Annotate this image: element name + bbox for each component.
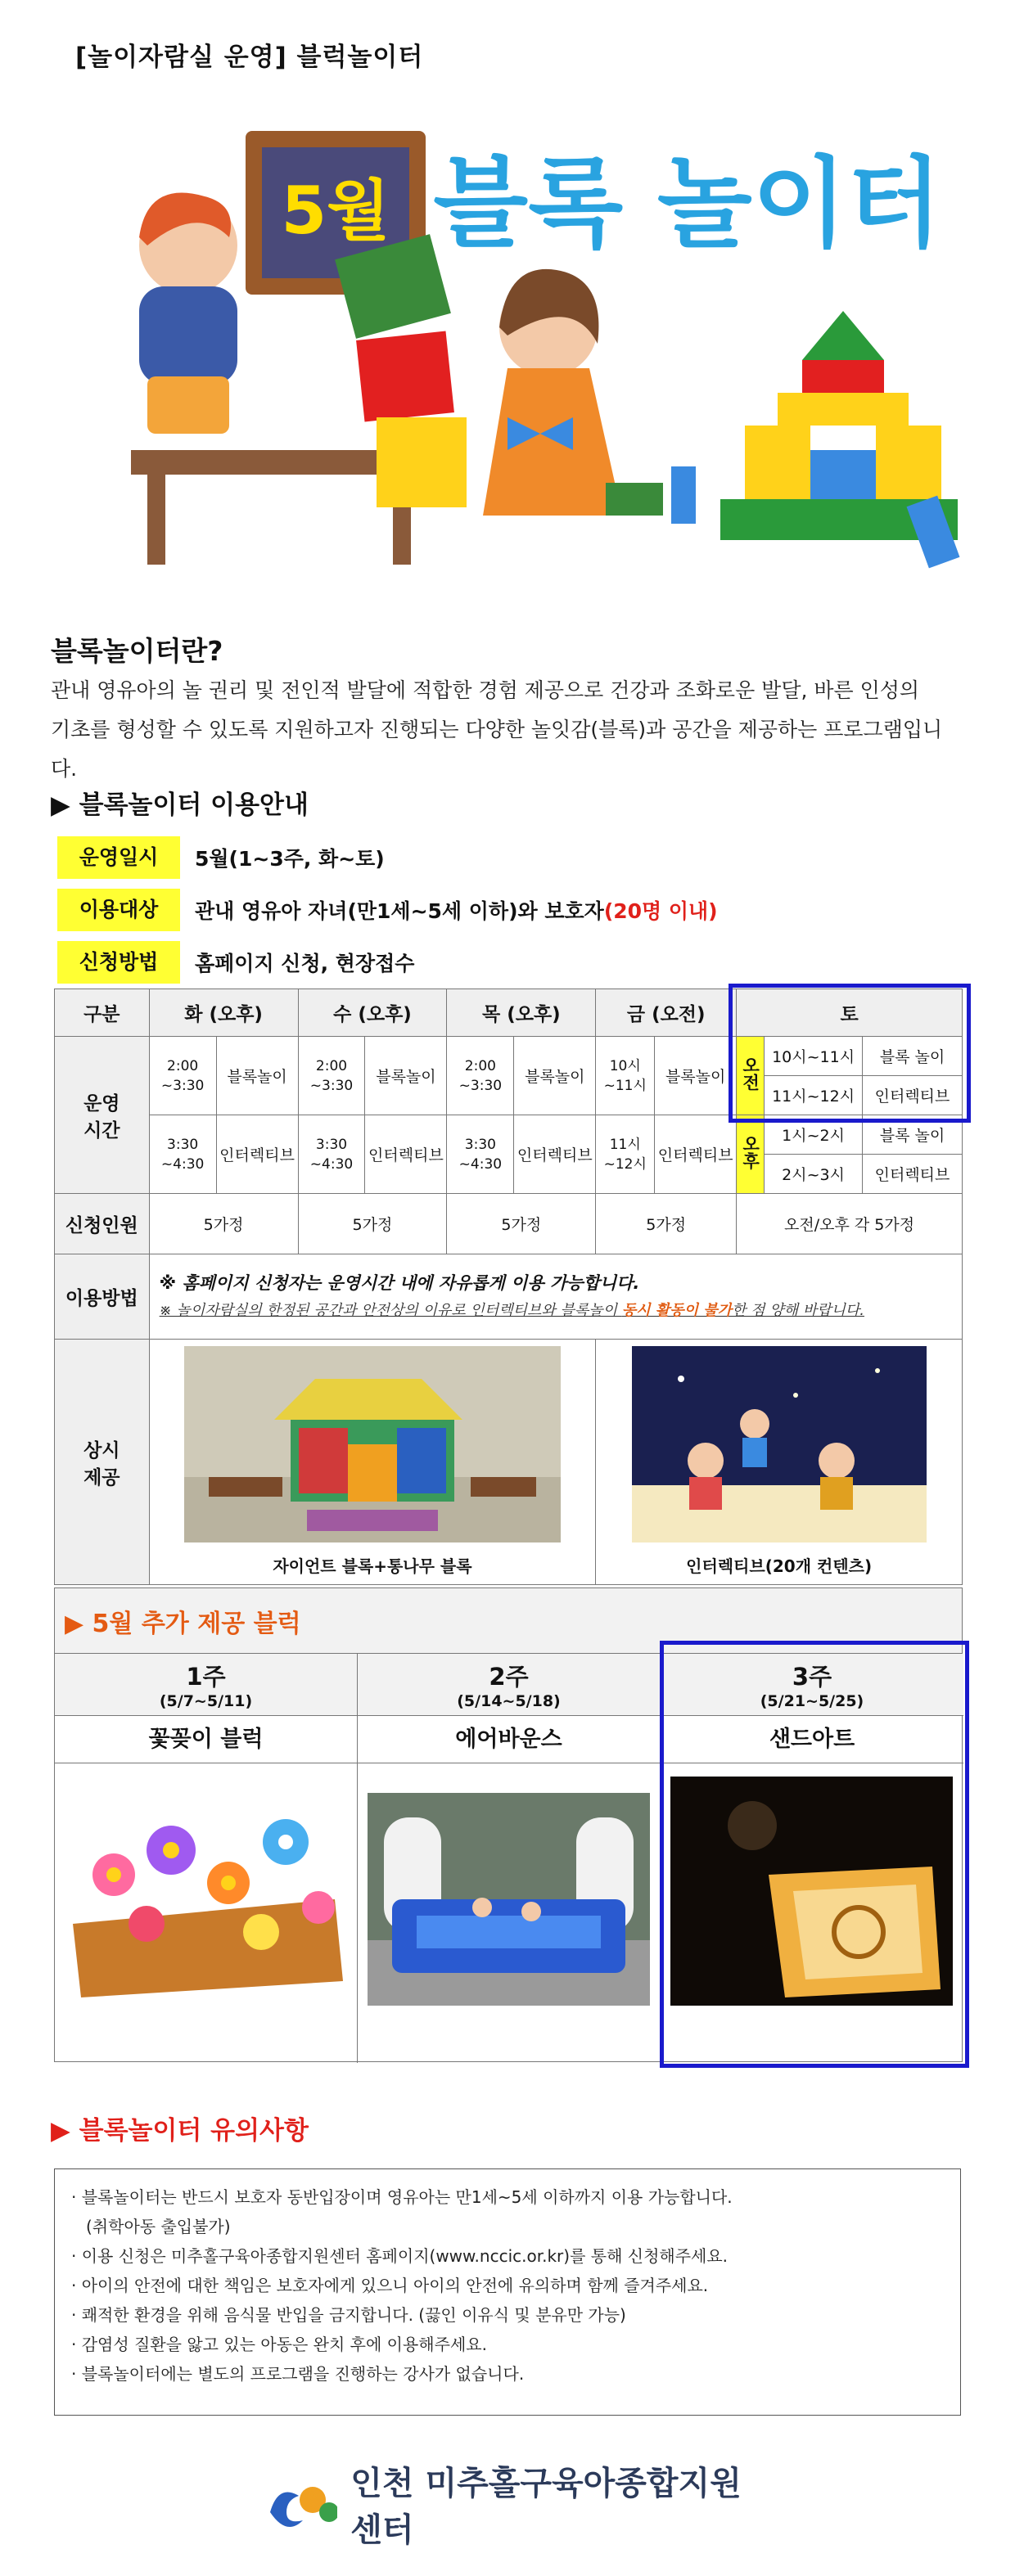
- info-row: [57, 887, 958, 933]
- sat-pm-text: 오후: [740, 1135, 760, 1169]
- activity-cell: 인터렉티브: [216, 1115, 298, 1194]
- triangle-icon: ▶: [51, 2116, 79, 2146]
- note-item: · 블록놀이터에는 별도의 프로그램을 진행하는 강사가 없습니다.: [71, 2359, 944, 2389]
- notes-title: [51, 2110, 309, 2146]
- time-cell: 2:00 ~3:30: [149, 1037, 216, 1115]
- apply-cell: 5가정: [447, 1194, 596, 1254]
- footer: [262, 2465, 769, 2549]
- sat-activity-cell: 블록 놀이: [863, 1115, 963, 1155]
- interactive-photo: [632, 1346, 927, 1542]
- usage-cell: [149, 1254, 962, 1340]
- giant-block-photo: [184, 1346, 561, 1542]
- time-cell: 3:30 ~4:30: [298, 1115, 365, 1194]
- extra-title: [65, 1603, 301, 1639]
- week-column: [55, 1654, 358, 2063]
- guide-info: [57, 835, 958, 992]
- header-wed: 수 (오후): [298, 989, 447, 1037]
- usage-label: 이용방법: [55, 1254, 150, 1340]
- sat-time-cell: 2시~3시: [765, 1155, 863, 1194]
- notes-box: [54, 2168, 961, 2416]
- week-dates: (5/7~5/11): [159, 1692, 253, 1710]
- always-label: 상시 제공: [55, 1340, 150, 1585]
- header-fri: 금 (오전): [596, 989, 737, 1037]
- info-row: [57, 835, 958, 880]
- activity-cell: 블록놀이: [216, 1037, 298, 1115]
- activity-cell: 블록놀이: [514, 1037, 596, 1115]
- sat-activity-cell: 인터렉티브: [863, 1155, 963, 1194]
- time-cell: 10시 ~11시: [596, 1037, 655, 1115]
- page-title: [놀이자람실 운영] 블럭놀이터: [75, 43, 424, 72]
- center-name: 인천 미추홀구육아종합지원센터: [350, 2465, 742, 2549]
- photo-cell: [149, 1340, 596, 1585]
- sat-activity-cell: 블록 놀이: [863, 1037, 963, 1076]
- info-label: 운영일시: [57, 836, 180, 879]
- usage-note-1: ※ 홈페이지 신청자는 운영시간 내에 자유롭게 이용 가능합니다.: [159, 1272, 640, 1293]
- week-header: [358, 1654, 660, 1716]
- note-item: · 아이의 안전에 대한 책임은 보호자에게 있으니 아이의 안전에 유의하며 함께 즐겨주세요.: [71, 2271, 944, 2300]
- notes-title-text: 블록놀이터 유의사항: [79, 2116, 309, 2146]
- apply-label: 신청인원: [55, 1194, 150, 1254]
- info-value: 5월(1~3주, 화~토): [195, 847, 385, 871]
- info-row: [57, 939, 958, 985]
- header-thu: 목 (오후): [447, 989, 596, 1037]
- info-label: 신청방법: [57, 941, 180, 984]
- time-cell: 11시 ~12시: [596, 1115, 655, 1194]
- time-cell: 2:00 ~3:30: [298, 1037, 365, 1115]
- time-cell: 2:00 ~3:30: [447, 1037, 514, 1115]
- center-logo-icon: [262, 2475, 337, 2533]
- intro-body: [51, 671, 968, 789]
- intro-line: 관내 영유아의 놀 권리 및 전인적 발달에 적합한 경험 제공으로 건강과 조화로운 발달, 바른 인성의: [51, 678, 920, 702]
- note-item: · 블록놀이터는 반드시 보호자 동반입장이며 영유아는 만1세~5세 이하까지 이용 가능합니다.: [71, 2182, 944, 2212]
- hero-svg: [98, 123, 966, 614]
- activity-cell: 블록놀이: [655, 1037, 737, 1115]
- activity-cell: 인터렉티브: [514, 1115, 596, 1194]
- week-block-name: 꽃꽂이 블럭: [55, 1716, 357, 1763]
- always-row: [55, 1340, 963, 1585]
- notes-list: [71, 2182, 944, 2389]
- header-sat: 토: [737, 989, 963, 1037]
- apply-cell: 5가정: [596, 1194, 737, 1254]
- sat-activity-cell: 인터렉티브: [863, 1076, 963, 1115]
- activity-cell: 인터렉티브: [655, 1115, 737, 1194]
- activity-cell: 인터렉티브: [365, 1115, 447, 1194]
- usage-note-2-end: 한 점 양해 바랍니다.: [732, 1301, 864, 1319]
- guide-title-text: 블록놀이터 이용안내: [79, 790, 309, 820]
- header-category: 구분: [55, 989, 150, 1037]
- week-block-name: 에어바운스: [358, 1716, 660, 1763]
- triangle-icon: ▶: [51, 790, 79, 820]
- usage-row: [55, 1254, 963, 1340]
- week-number: 2주: [489, 1663, 529, 1691]
- info-value-text: 관내 영유아 자녀(만1세~5세 이하)와 보호자: [195, 899, 604, 923]
- intro-title: 블록놀이터란?: [51, 635, 223, 667]
- hero-title-text: 블록 놀이터: [433, 147, 942, 261]
- week3-highlight-frame: [660, 1641, 969, 2068]
- info-label: 이용대상: [57, 889, 180, 931]
- sat-am-text: 오전: [740, 1056, 760, 1091]
- guide-title: [51, 784, 309, 821]
- extra-title-text: 5월 추가 제공 블럭: [92, 1610, 301, 1638]
- week-block-name: 샌드아트: [661, 1716, 963, 1763]
- week-dates: (5/14~5/18): [457, 1692, 561, 1710]
- info-value: 홈페이지 신청, 현장접수: [195, 952, 415, 975]
- note-item: · 감염성 질환을 앓고 있는 아동은 완치 후에 이용해주세요.: [71, 2330, 944, 2359]
- note-item-continued: (취학아동 출입불가): [86, 2217, 231, 2236]
- sat-pm-label: [737, 1115, 765, 1194]
- info-value-highlight: (20명 이내): [603, 899, 718, 923]
- activity-cell: 블록놀이: [365, 1037, 447, 1115]
- info-value: [195, 895, 718, 925]
- time-label: 운영 시간: [55, 1037, 150, 1194]
- time-cell: 3:30 ~4:30: [447, 1115, 514, 1194]
- usage-note-2-text: ※ 놀이자람실의 한정된 공간과 안전상의 이유로 인터렉티브와 블록놀이: [159, 1301, 622, 1319]
- week-column: [358, 1654, 661, 2063]
- header-tue: 화 (오후): [149, 989, 298, 1037]
- apply-cell: 5가정: [149, 1194, 298, 1254]
- note-item: · 이용 신청은 미추홀구육아종합지원센터 홈페이지(www.nccic.or.kr)를 통해 신청해주세요.: [71, 2241, 944, 2271]
- triangle-icon: ▶: [65, 1610, 92, 1638]
- week-dates: (5/21~5/25): [760, 1692, 864, 1710]
- photo-caption: 인터렉티브(20개 컨텐츠): [686, 1556, 873, 1576]
- hero-month-text: 5월: [281, 173, 390, 249]
- photo-cell: [596, 1340, 963, 1585]
- time-cell: 3:30 ~4:30: [149, 1115, 216, 1194]
- usage-note-2-highlight: 동시 활동이 불가: [621, 1301, 732, 1319]
- saturday-highlight-frame: [729, 984, 971, 1123]
- sat-time-cell: 1시~2시: [765, 1115, 863, 1155]
- hero-illustration: [98, 123, 966, 614]
- week-header: [55, 1654, 357, 1716]
- sat-time-cell: 11시~12시: [765, 1076, 863, 1115]
- intro-line: 기초를 형성할 수 있도록 지원하고자 진행되는 다양한 놀잇감(블록)과 공간을 제공하는 프로그램입니다.: [51, 718, 943, 781]
- flower-block-photo: [65, 1777, 347, 2006]
- usage-note-2: [160, 1297, 962, 1325]
- apply-cell-sat: 오전/오후 각 5가정: [737, 1194, 963, 1254]
- week-number: 1주: [186, 1663, 226, 1691]
- apply-cell: 5가정: [298, 1194, 447, 1254]
- week-number: 3주: [792, 1663, 832, 1691]
- note-item: · 쾌적한 환경을 위해 음식물 반입을 금지합니다. (끓인 이유식 및 분유만 가능): [71, 2300, 944, 2330]
- air-bounce-photo: [368, 1793, 650, 2006]
- sat-time-cell: 10시~11시: [765, 1037, 863, 1076]
- photo-caption: 자이언트 블록+통나무 블록: [273, 1556, 472, 1576]
- apply-row: [55, 1194, 963, 1254]
